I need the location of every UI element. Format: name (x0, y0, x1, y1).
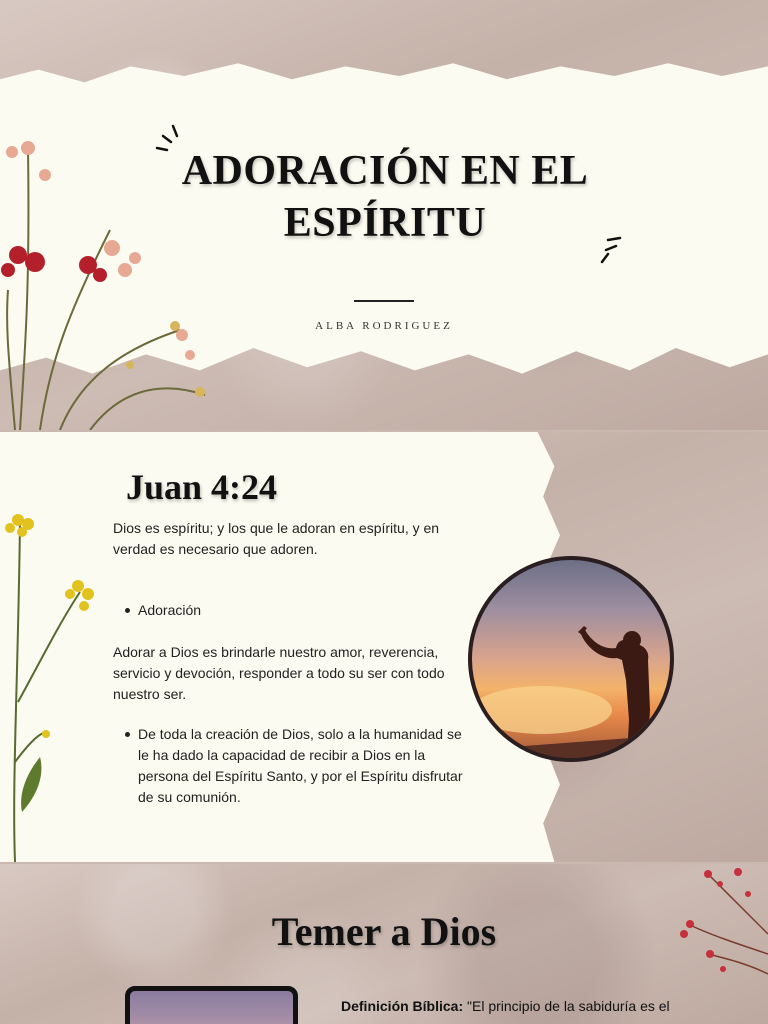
leaf-icon (21, 757, 41, 812)
yellow-flowers-illustration (0, 502, 110, 862)
title-slide (0, 0, 768, 430)
verse-slide (0, 432, 768, 862)
verse-reference: Juan 4:24 (126, 467, 278, 507)
bullet-adoracion: Adoración (138, 600, 468, 621)
presentation-title: ADORACIÓN EN EL ESPÍRITU (181, 148, 589, 246)
definition-text (341, 996, 721, 1017)
definition-label: Definición Bíblica: (341, 998, 464, 1014)
title-divider (354, 300, 414, 302)
tablet-image (125, 986, 298, 1024)
definition-body: "El principio de la sabiduría es el (467, 998, 670, 1014)
bullet-creation: De toda la creación de Dios, solo a la humanidad se le ha dado la capacidad de recibir a Dios en la persona del Espíritu Santo, y por el Espíritu disfrutar de su comunión. (138, 724, 468, 808)
worship-silhouette-image (468, 556, 674, 762)
author-name: ALBA RODRIGUEZ (315, 320, 453, 332)
fear-of-god-slide (0, 864, 768, 1024)
slide-heading: Temer a Dios (271, 909, 497, 954)
verse-text: Dios es espíritu; y los que le adoran en espíritu, y en verdad es necesario que adoren. (113, 520, 440, 557)
adoracion-paragraph: Adorar a Dios es brindarle nuestro amor, reverencia, servicio y devoción, responder a todo su ser con todo nuestro ser. (113, 644, 445, 702)
